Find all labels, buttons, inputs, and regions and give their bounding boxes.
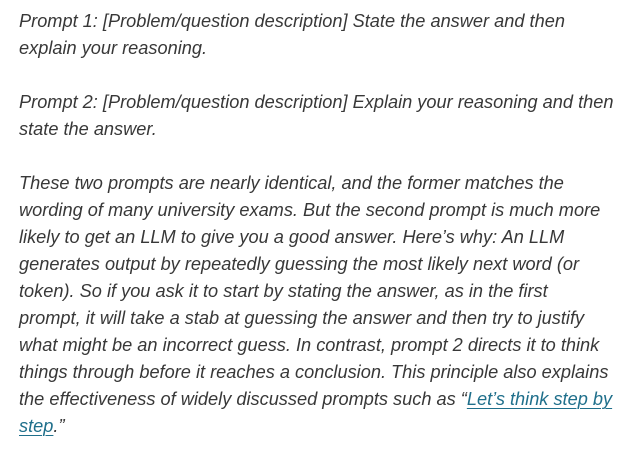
quote-close: .”	[53, 416, 65, 436]
lets-think-step-by-step-link[interactable]: Let’s think step by step	[19, 389, 613, 436]
quote-open: “	[460, 389, 467, 409]
explanation-body: These two prompts are nearly identical, and the former matches the wording of many university exams. But the second prompt is much more likely to get an LLM to give you a good answer. Here’s why: An LLM generates output by repeatedly guessing the most likely next word (or token). So if you ask it to start by stating the answer, as in the first prompt, it will take a stab at guessing the answer and then try to justify what might be an incorrect guess. In contrast, prompt 2 directs it to think things through before it reaches a conclusion. This principle also explains the effectiveness of widely discussed prompts such as	[19, 173, 609, 409]
prompt-2-paragraph: Prompt 2: [Problem/question description] Explain your reasoning and then state the answer.	[19, 92, 614, 139]
explanation-paragraph	[19, 170, 614, 440]
prompt-1-paragraph: Prompt 1: [Problem/question description] State the answer and then explain your reasoning.	[19, 11, 565, 58]
